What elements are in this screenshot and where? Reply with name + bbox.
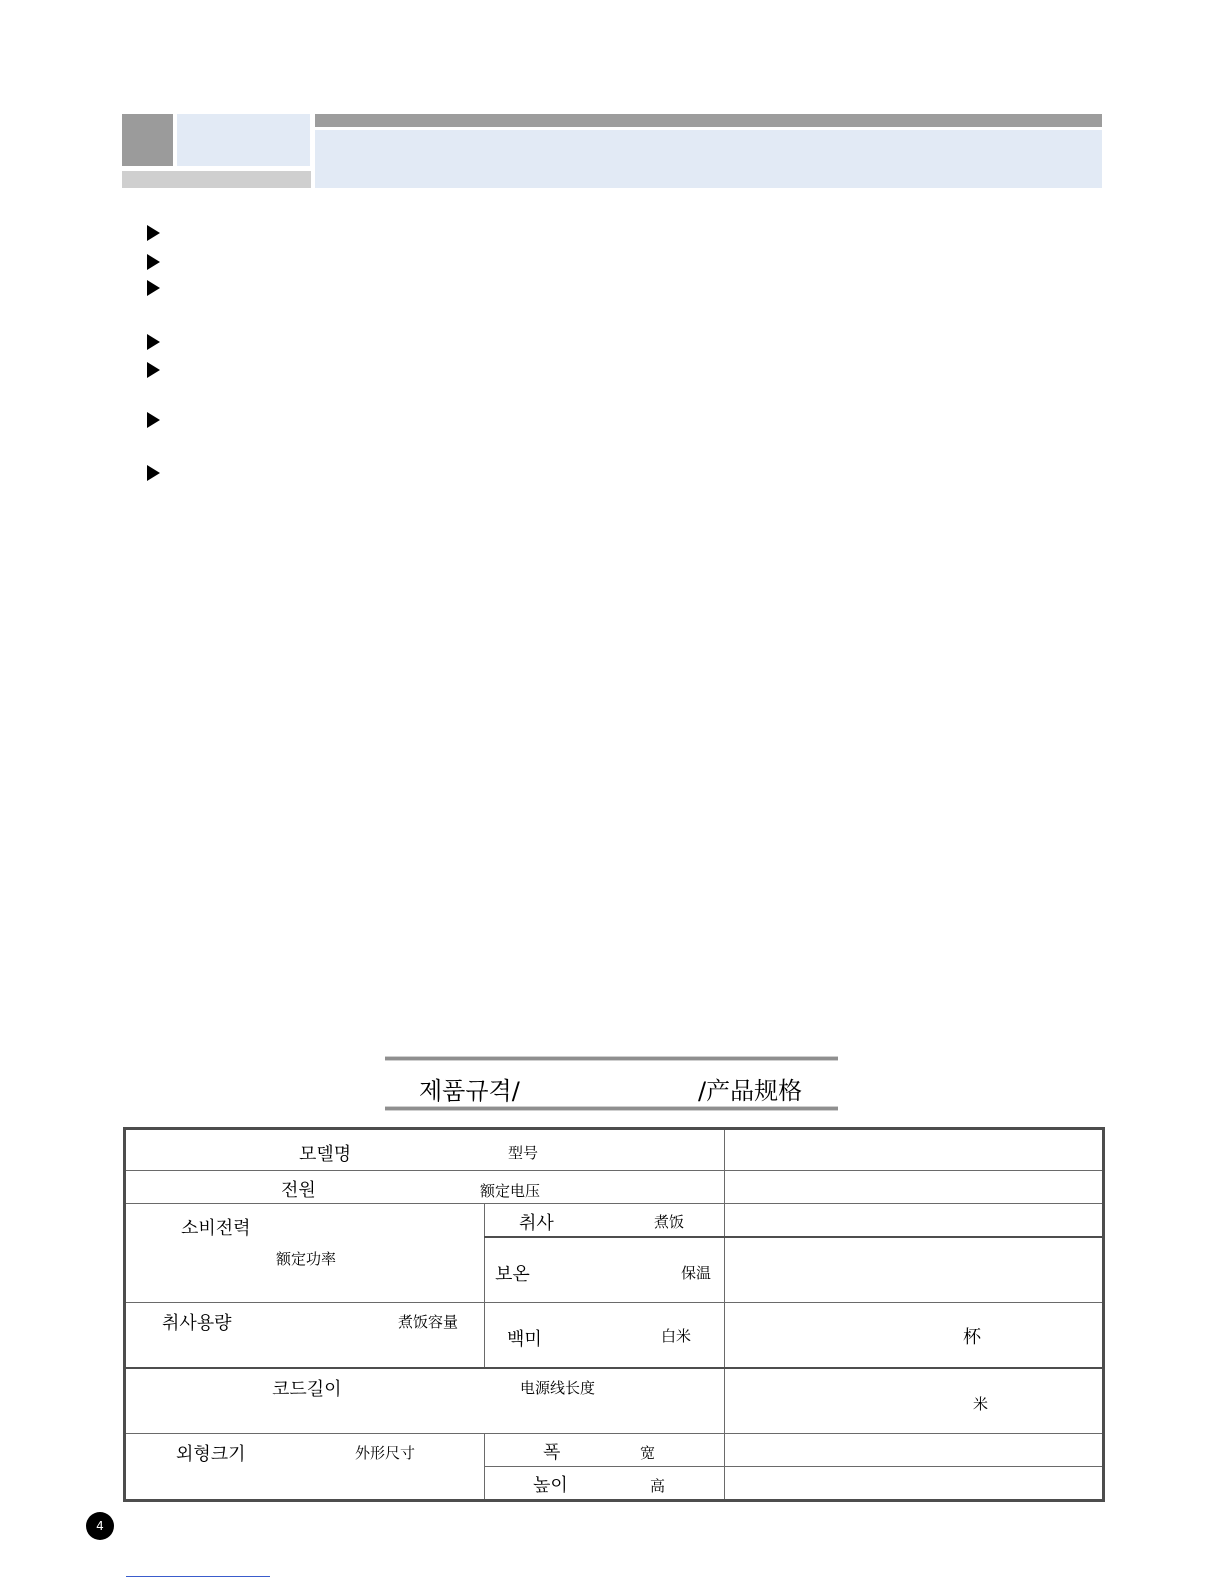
row-consumption-cook [125,1204,1104,1238]
cord-ko: 코드길이 [272,1379,342,1400]
width-ko: 폭 [543,1442,561,1463]
bullet-arrow-icon [147,334,160,350]
spec-heading-korean: 제품규격/ [419,1077,520,1105]
dimensions-label-cell [125,1434,485,1501]
row-capacity [125,1303,1104,1369]
cook-value-cell [725,1204,1104,1238]
capacity-ko: 취사용량 [162,1313,232,1334]
power-ko: 전원 [281,1180,316,1201]
cook-zh: 煮饭 [654,1213,685,1231]
bullet-arrow-icon [147,225,160,241]
spec-heading [385,1066,838,1117]
warm-label-cell [485,1237,725,1303]
warm-value-cell [725,1237,1104,1303]
rice-zh: 白米 [661,1327,692,1345]
cook-ko: 취사 [519,1213,554,1234]
bullet-arrow-icon [147,465,160,481]
height-label-cell [485,1467,725,1501]
height-value-cell [725,1467,1104,1501]
row-cord [125,1368,1104,1434]
consumption-ko: 소비전력 [181,1218,251,1239]
height-zh: 高 [650,1477,666,1495]
width-label-cell [485,1434,725,1467]
row-dimensions-width [125,1434,1104,1467]
consumption-label-cell [125,1204,485,1303]
bullet-arrow-icon [147,412,160,428]
cord-zh: 电源线长度 [520,1379,596,1397]
model-zh: 型号 [508,1144,539,1162]
row-model [125,1129,1104,1171]
dimensions-ko: 외형크기 [176,1444,246,1465]
cord-label-cell [125,1368,725,1434]
header-underline [122,171,311,188]
width-zh: 宽 [640,1444,656,1462]
header-tab [177,114,310,166]
header-top-bar [315,114,1102,127]
heading-rule-top [385,1056,838,1061]
rice-ko: 백미 [507,1329,542,1350]
heading-rule-bottom [385,1106,838,1111]
spec-heading-chinese: /产品规格 [698,1077,803,1105]
capacity-value-cell [725,1303,1104,1369]
spec-table [123,1127,1105,1502]
rice-label-cell [485,1303,725,1369]
height-ko: 높이 [533,1475,568,1496]
power-value-cell [725,1171,1104,1204]
row-power [125,1171,1104,1204]
model-value-cell [725,1129,1104,1171]
capacity-unit: 杯 [963,1327,981,1348]
warm-zh: 保温 [681,1264,712,1282]
bullet-arrow-icon [147,280,160,296]
cook-label-cell [485,1204,725,1238]
cord-unit: 米 [973,1395,989,1413]
model-label-cell [125,1129,725,1171]
bullet-arrow-icon [147,362,160,378]
footer-link-line [126,1576,270,1577]
warm-ko: 보온 [495,1264,530,1285]
capacity-zh: 煮饭容量 [398,1313,459,1331]
bullet-arrow-icon [147,254,160,270]
power-label-cell [125,1171,725,1204]
power-zh: 额定电压 [480,1182,541,1200]
model-ko: 모델명 [299,1144,352,1165]
dimensions-zh: 外形尺寸 [355,1444,416,1462]
header-title-band [315,130,1102,188]
capacity-label-cell [125,1303,485,1369]
page-number-badge: 4 [86,1512,114,1540]
consumption-zh: 额定功率 [276,1250,337,1268]
header-gray-square [122,114,173,166]
cord-value-cell [725,1368,1104,1434]
width-value-cell [725,1434,1104,1467]
